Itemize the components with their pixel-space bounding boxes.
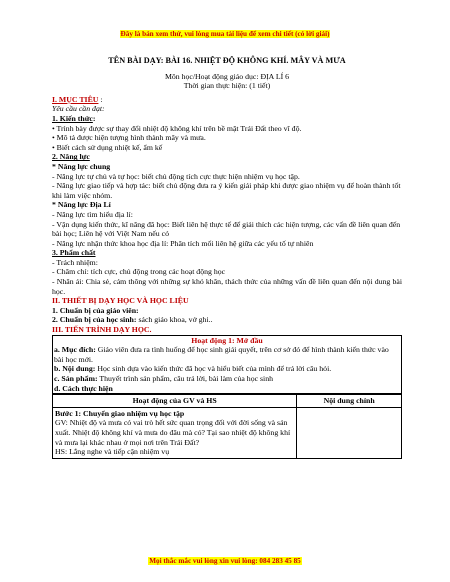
activity-product: c. Sản phẩm: Thuyết trình sản phẩm, câu trả lời, bài làm của học sinh: [54, 374, 274, 383]
document-page: [52, 56, 402, 459]
activity-purpose: a. Mục đích: Giáo viên đưa ra tình huống để học sinh giải quyết, trên cơ sở đó để hình thành kiến thức vào bài học mới.: [54, 345, 389, 364]
activity-1-box: [52, 335, 402, 395]
knowledge-heading: 1. Kiến thức:: [52, 113, 96, 123]
activity-table: [52, 394, 402, 459]
lesson-title: TÊN BÀI DẠY: BÀI 16. NHIỆT ĐỘ KHÔNG KHÍ. MÂY VÀ MƯA: [108, 56, 346, 65]
table-cell: [297, 407, 402, 458]
duration-line: Thời gian thực hiện: (1 tiết): [183, 81, 271, 91]
competency-item: - Năng lực tự chủ và tự học: biết chủ động tích cực thực hiện nhiệm vụ học tập.: [52, 171, 300, 181]
subject-line: Môn học/Hoạt động giáo dục: ĐỊA LÍ 6: [164, 71, 290, 81]
table-row: [53, 407, 402, 458]
qualities-heading: 3. Phẩm chất: [52, 248, 96, 258]
quality-item: - Trách nhiệm:: [52, 257, 98, 267]
competency-heading: 2. Năng lực: [52, 152, 90, 162]
activity-method: d. Cách thực hiện: [54, 383, 113, 393]
teacher-task-text: GV: Nhiệt độ và mưa có vai trò hết sức quan trọng đối với đời sống và sản xuất. Nhiệt độ không khí và mưa do đâu mà có? Tại sao nhiệt độ không khí và mưa lại khác nhau ở mọi nơi trên Trái Đất?: [55, 418, 291, 447]
section-objectives-heading: I. MỤC TIÊU :: [52, 94, 103, 104]
quality-item: - Nhân ái: Chia sẻ, cảm thông với những sự khó khăn, thách thức của những vấn đề liên quan đến nội dung bài học.: [52, 277, 402, 296]
competency-item: - Vận dụng kiến thức, kĩ năng đã học: Biết liên hệ thực tế để giải thích các hiện tượng, các vấn đề liên quan đến bài học; Liên hệ với Việt Nam nếu có: [52, 219, 401, 239]
geography-competency-heading: * Năng lực Địa Lí: [52, 200, 111, 210]
competency-item: - Năng lực giao tiếp và hợp tác: biết chủ động đưa ra ý kiến giải pháp khi được giao nhiệm vụ để hoàn thành tốt khi làm việc nhóm.: [52, 181, 401, 200]
table-header-row: [53, 395, 402, 408]
table-header-cell: Hoạt động của GV và HS: [53, 395, 297, 408]
activity-title: Hoạt động 1: Mở đầu: [191, 335, 263, 345]
knowledge-item: • Biết cách sử dụng nhiệt kế, ẩm kế: [52, 142, 163, 152]
table-header-cell: Nội dung chính: [297, 395, 402, 408]
section-equipment-heading: II. THIẾT BỊ DẠY HỌC VÀ HỌC LIỆU: [52, 296, 189, 306]
quality-item: - Chăm chỉ: tích cực, chủ động trong các hoạt động học: [52, 267, 226, 277]
competency-item: - Năng lực nhận thức khoa học địa lí: Phân tích mối liên hệ giữa các yếu tố tự nhiên: [52, 238, 314, 248]
knowledge-item: • Trình bày được sự thay đổi nhiệt độ không khí trên bề mặt Trái Đất theo vĩ độ.: [52, 123, 302, 133]
top-preview-banner: Đây là bản xem thử, vui lòng mua tài liệu để xem chi tiết (có lời giải): [120, 30, 330, 38]
section-process-heading: III. TIẾN TRÌNH DẠY HỌC.: [52, 325, 152, 335]
requirements-line: Yêu cầu cần đạt:: [52, 104, 105, 114]
general-competency-heading: * Năng lực chung: [52, 161, 111, 171]
table-cell: [53, 407, 297, 458]
competency-item: - Năng lực tìm hiểu địa lí:: [52, 209, 133, 219]
step-heading: Bước 1: Chuyển giao nhiệm vụ học tập: [55, 408, 185, 418]
student-prep-line: 2. Chuẩn bị của học sinh: sách giáo khoa, vở ghi..: [52, 315, 213, 325]
student-task-text: HS: Lắng nghe và tiếp cận nhiệm vụ: [55, 447, 170, 457]
bottom-contact-banner: Mọi thắc mắc vui lòng xin vui lòng: 084 283 45 85: [149, 557, 301, 565]
teacher-prep-line: 1. Chuẩn bị của giáo viên:: [52, 305, 139, 315]
knowledge-item: • Mô tả được hiện tượng hình thành mây và mưa.: [52, 133, 206, 143]
activity-content: b. Nội dung: Học sinh dựa vào kiến thức đã học và hiểu biết của mình để trả lời câu hỏi.: [54, 364, 332, 374]
